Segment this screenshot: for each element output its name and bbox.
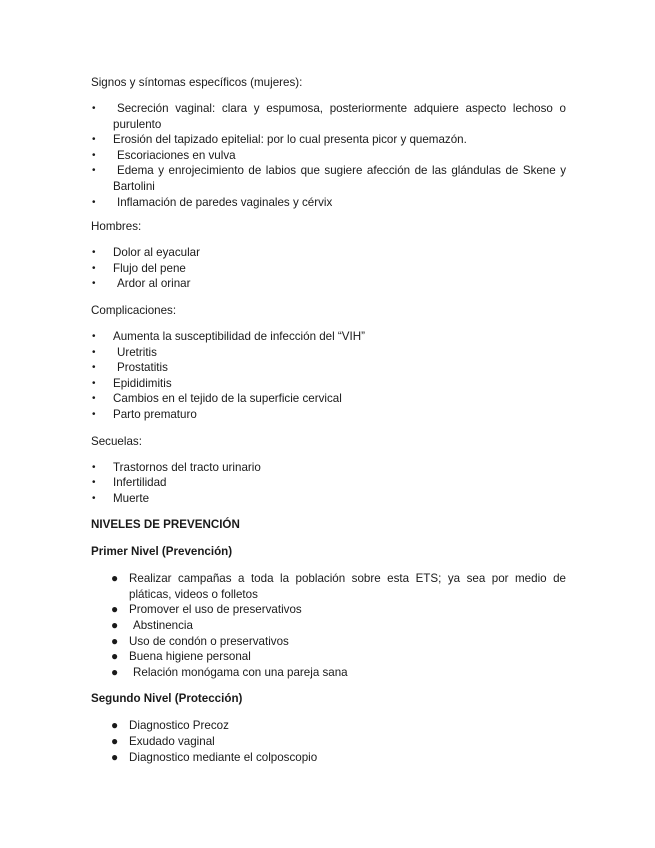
- heading-secuelas: Secuelas:: [91, 434, 142, 448]
- bullet-icon: •: [92, 393, 96, 405]
- list-secuelas: [91, 460, 566, 507]
- list-item: ● Realizar campañas a toda la población sobre esta ETS; ya sea por medio de pláticas, videos o folletos: [111, 571, 566, 601]
- list-item: • Secreción vaginal: clara y espumosa, posteriormente adquiere aspecto lechoso o purulento: [92, 102, 566, 131]
- bullet-icon: ●: [111, 734, 119, 749]
- list-item: • Flujo del pene: [92, 261, 186, 275]
- bullet-icon: ●: [111, 571, 119, 586]
- bullet-icon: ●: [111, 718, 119, 733]
- list-item: • Epididimitis: [92, 376, 172, 390]
- list-item: • Erosión del tapizado epitelial: por lo cual presenta picor y quemazón.: [92, 133, 467, 147]
- document-page: [91, 75, 566, 765]
- heading-signos-mujeres: Signos y síntomas específicos (mujeres):: [91, 76, 303, 89]
- list-item: ● Diagnostico Precoz: [111, 718, 229, 733]
- list-item: • Trastornos del tracto urinario: [92, 460, 261, 474]
- bullet-icon: •: [92, 408, 96, 420]
- list-item: • Escoriaciones en vulva: [92, 148, 236, 162]
- bullet-icon: •: [92, 262, 96, 274]
- bullet-icon: ●: [111, 602, 119, 617]
- list-item: • Muerte: [92, 491, 150, 505]
- bullet-icon: •: [92, 247, 96, 259]
- bullet-icon: •: [92, 134, 96, 146]
- bullet-icon: •: [92, 477, 96, 489]
- bullet-icon: ●: [111, 664, 119, 679]
- heading-niveles-prevencion: NIVELES DE PREVENCIÓN: [91, 518, 240, 532]
- list-item: ● Relación monógama con una pareja sana: [111, 664, 348, 679]
- bullet-icon: •: [92, 362, 96, 374]
- list-hombres: [91, 245, 566, 292]
- bullet-icon: •: [92, 377, 96, 389]
- bullet-icon: ●: [111, 649, 119, 664]
- bullet-icon: •: [92, 461, 96, 473]
- list-item: • Cambios en el tejido de la superficie cervical: [92, 392, 342, 406]
- list-item: ● Diagnostico mediante el colposcopio: [111, 749, 318, 764]
- bullet-icon: •: [92, 196, 96, 208]
- bullet-icon: ●: [111, 749, 119, 764]
- bullet-icon: •: [92, 278, 96, 290]
- list-item: • Edema y enrojecimiento de labios que sugiere afección de las glándulas de Skene y Bartolini: [92, 164, 566, 193]
- bullet-icon: •: [92, 492, 96, 504]
- bullet-icon: •: [92, 346, 96, 358]
- list-item: • Ardor al orinar: [92, 277, 191, 291]
- list-item: ● Promover el uso de preservativos: [111, 602, 302, 617]
- bullet-icon: •: [92, 103, 96, 114]
- list-segundo-nivel: [91, 718, 566, 765]
- list-item: ● Uso de condón o preservativos: [111, 633, 289, 648]
- list-item: ● Abstinencia: [111, 618, 193, 633]
- list-item: ● Exudado vaginal: [111, 734, 215, 749]
- list-item: • Inflamación de paredes vaginales y cérvix: [92, 195, 333, 209]
- bullet-icon: •: [92, 149, 96, 161]
- bullet-icon: •: [92, 165, 96, 177]
- list-item: • Parto prematuro: [92, 407, 197, 421]
- list-signos-mujeres: [91, 101, 566, 210]
- list-complicaciones: [91, 329, 566, 423]
- list-item: • Dolor al eyacular: [92, 246, 200, 260]
- list-item: ● Buena higiene personal: [111, 649, 251, 664]
- bullet-icon: •: [92, 330, 96, 342]
- heading-primer-nivel: Primer Nivel (Prevención): [91, 545, 233, 559]
- list-item: • Aumenta la susceptibilidad de infección del “VIH”: [92, 329, 365, 343]
- bullet-icon: ●: [111, 633, 119, 648]
- bullet-icon: ●: [111, 618, 119, 633]
- list-item: • Uretritis: [92, 345, 157, 359]
- list-primer-nivel: [91, 571, 566, 680]
- list-item: • Prostatitis: [92, 361, 168, 375]
- heading-segundo-nivel: Segundo Nivel (Protección): [91, 692, 243, 706]
- heading-complicaciones: Complicaciones:: [91, 303, 177, 317]
- list-item: • Infertilidad: [92, 476, 167, 490]
- heading-hombres: Hombres:: [91, 220, 142, 234]
